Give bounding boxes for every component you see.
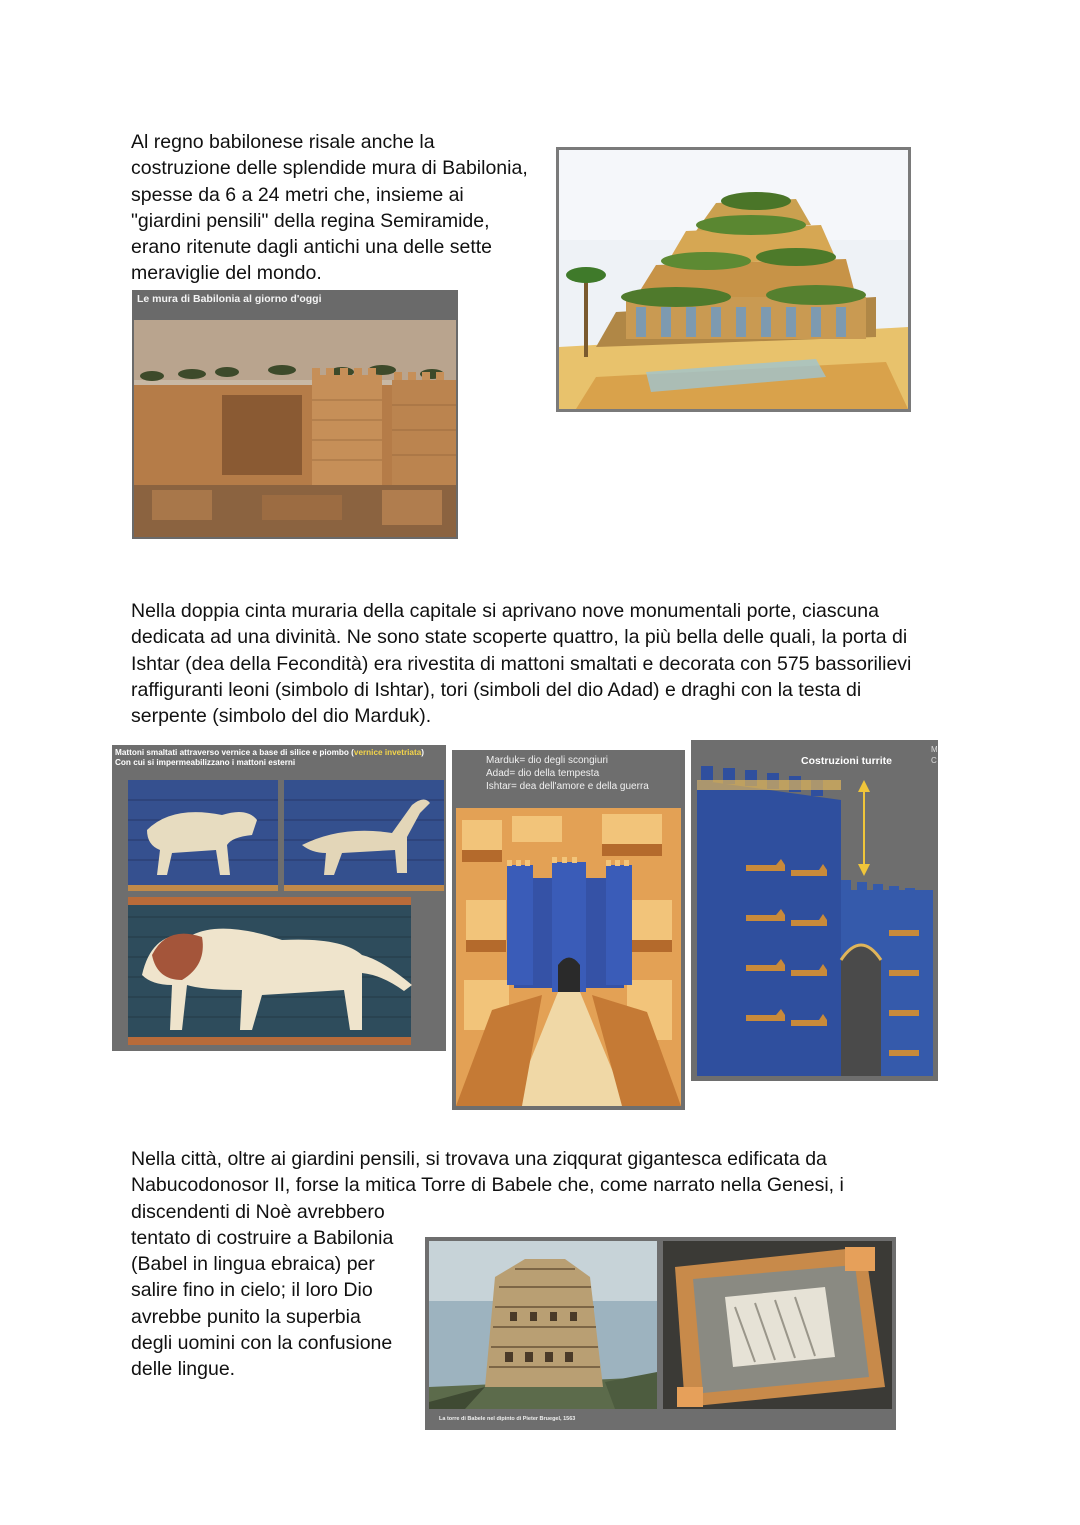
gate-caption: Costruzioni turrite: [801, 755, 892, 767]
bricks-caption-part: ): [421, 748, 424, 757]
text-line: Ishtar (dea della Fecondità) era rivestita di mattoni smaltati e decorata con 575 bassorilievi: [131, 652, 912, 675]
ishtar-gate-model-panel: [452, 750, 685, 1110]
gate-caption-cutoff: [931, 744, 938, 766]
text-line: costruzione delle splendide mura di Babilonia,: [131, 157, 528, 180]
god-adad: Adad= dio della tempesta: [486, 768, 600, 779]
bricks-caption-highlight: vernice invetriata: [353, 748, 422, 757]
text-line: discendenti di Noè avrebbero: [131, 1200, 385, 1223]
text-line: erano ritenute dagli antichi una delle sette: [131, 236, 492, 259]
paragraph-walls: [131, 129, 551, 287]
babel-caption: La torre di Babele nel dipinto di Pieter Bruegel, 1563: [439, 1416, 576, 1422]
cutoff-letter: M: [931, 745, 938, 754]
text-line: (Babel in lingua ebraica) per: [131, 1253, 375, 1276]
bricks-caption-line-2: Con cui si impermeabilizzano i mattoni esterni: [115, 758, 296, 767]
text-line: delle lingue.: [131, 1358, 236, 1381]
god-ishtar: Ishtar= dea dell'amore e della guerra: [486, 781, 649, 792]
text-line: salire fino in cielo; il loro Dio: [131, 1279, 373, 1302]
ishtar-gate-panel: [691, 740, 938, 1081]
text-line: avrebbe punito la superbia: [131, 1305, 361, 1328]
hanging-gardens-image: [556, 147, 911, 412]
text-line: Nella doppia cinta muraria della capitale si aprivano nove monumentali porte, ciascuna: [131, 600, 879, 622]
text-line: raffiguranti leoni (simbolo di Ishtar), tori (simboli del dio Adad) e draghi con la testa di: [131, 678, 862, 701]
text-line: dedicata ad una divinità. Ne sono state scoperte quattro, la più bella delle quali, la porta di: [131, 626, 908, 649]
text-line: Nella città, oltre ai giardini pensili, si trovava una ziqqurat gigantesca edificata da: [131, 1148, 827, 1170]
text-line: tentato di costruire a Babilonia: [131, 1226, 394, 1249]
bricks-caption-part: Mattoni smaltati attraverso vernice a base di silice e piombo (: [115, 748, 354, 757]
tower-of-babel-panel: [425, 1237, 896, 1430]
text-line: degli uomini con la confusione: [131, 1332, 393, 1355]
text-line: spesse da 6 a 24 metri che, insieme ai: [131, 183, 464, 206]
text-line: serpente (simbolo del dio Marduk).: [131, 705, 432, 728]
text-line: Nabucodonosor II, forse la mitica Torre di Babele che, come narrato nella Genesi, i: [131, 1174, 844, 1197]
god-marduk: Marduk= dio degli scongiuri: [486, 755, 609, 766]
walls-photo: [132, 290, 458, 539]
cutoff-letter: C: [931, 756, 937, 765]
text-line: Al regno babilonese risale anche la: [131, 131, 435, 153]
text-line: "giardini pensili" della regina Semiramide,: [131, 209, 490, 232]
paragraph-gates: [131, 598, 951, 729]
glazed-bricks-panel: [112, 745, 446, 1051]
text-line: meraviglie del mondo.: [131, 262, 322, 285]
walls-caption: Le mura di Babilonia al giorno d'oggi: [137, 293, 322, 305]
